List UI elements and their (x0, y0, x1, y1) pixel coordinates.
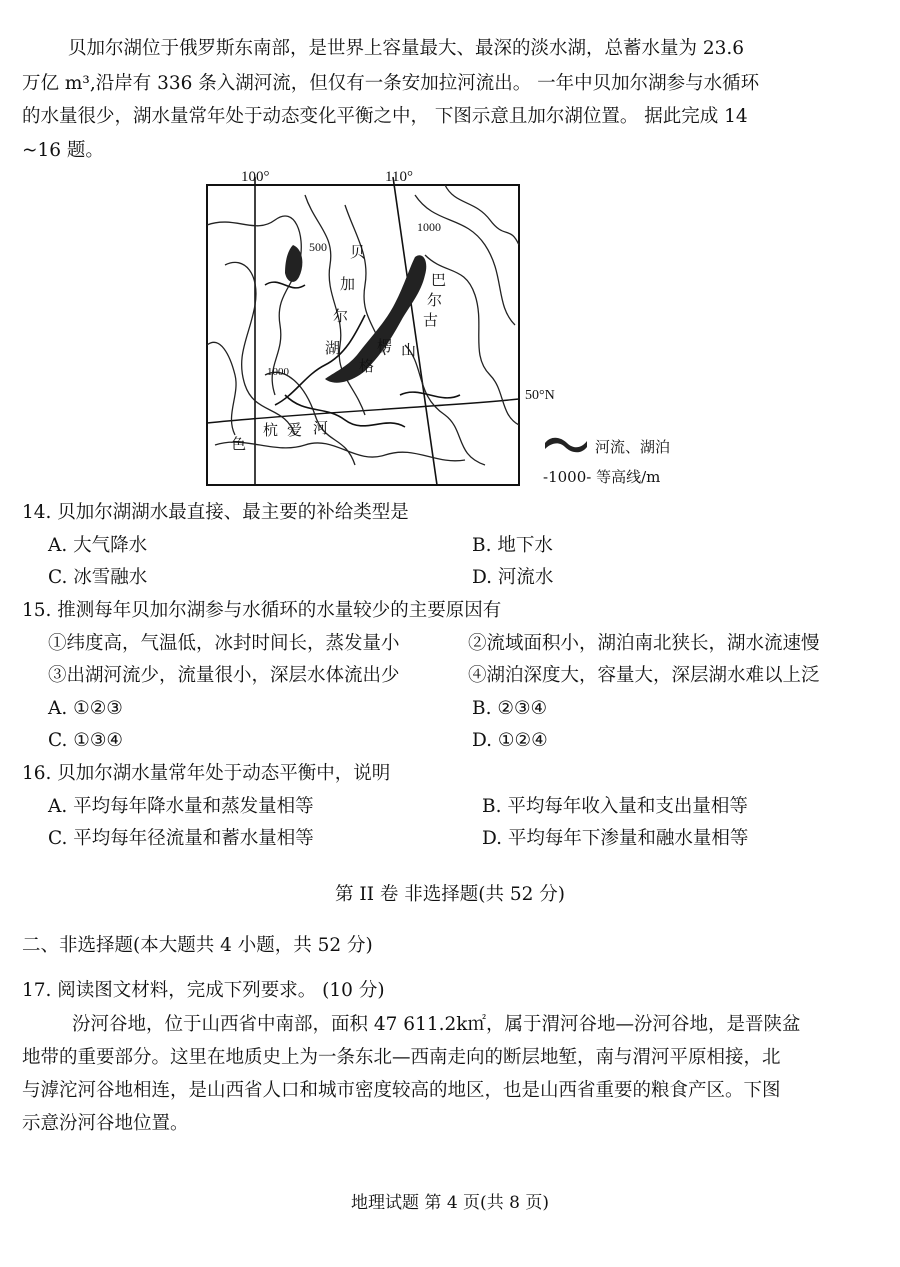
q14-option-c[interactable]: C. 冰雪融水 (48, 567, 148, 588)
q14-option-d[interactable]: D. 河流水 (472, 567, 554, 588)
map-char-3: 尔 (333, 307, 349, 325)
section-2-title: 第 II 卷 非选择题(共 52 分) (335, 884, 565, 905)
map-frame (207, 185, 519, 485)
legend-river-symbol (543, 433, 589, 455)
part-2-heading: 二、非选择题(本大题共 4 小题，共 52 分) (22, 935, 373, 956)
q16-stem: 16. 贝加尔湖水量常年处于动态平衡中，说明 (22, 763, 391, 784)
map-char-2: 加 (340, 275, 356, 293)
map-char-6: 尔 (427, 291, 443, 309)
intro-line-2: 万亿 m³,沿岸有 336 条入湖河流，但仅有一条安加拉河流出。 一年中贝加尔湖参与水循环 (22, 73, 760, 94)
contour-lines (207, 185, 519, 465)
q16-option-b[interactable]: B. 平均每年收入量和支出量相等 (482, 796, 748, 817)
q15-stem: 15. 推测每年贝加尔湖参与水循环的水量较少的主要原因有 (22, 600, 502, 621)
q16-option-c[interactable]: C. 平均每年径流量和蓄水量相等 (48, 828, 314, 849)
intro-line-4: ~16 题。 (22, 140, 104, 161)
map-legend (543, 433, 703, 493)
map-char-12: 色 (231, 435, 247, 453)
q16-option-d[interactable]: D. 平均每年下渗量和融水量相等 (482, 828, 749, 849)
q15-statement-1: ①纬度高，气温低，冰封时间长，蒸发量小 (48, 633, 400, 654)
map-char-5: 巴 (431, 271, 447, 289)
contour-1000-label: 1000 (417, 220, 441, 234)
contour-500-label: 500 (309, 240, 327, 254)
baikal-map-figure (205, 165, 685, 495)
map-char-7: 古 (423, 311, 439, 329)
q15-statement-2: ②流域面积小，湖泊南北狭长，湖水流速慢 (468, 633, 820, 654)
map-char-4: 湖 (325, 339, 341, 357)
map-char-11: 爱 (287, 421, 303, 439)
q15-option-c[interactable]: C. ①③④ (48, 730, 124, 751)
intro-line-1: 贝加尔湖位于俄罗斯东南部，是世界上容量最大、最深的淡水湖，总蓄水量为 23.6 (68, 38, 745, 59)
map-char-1: 贝 (350, 243, 366, 261)
lat-50n-label: 50°N (525, 388, 555, 403)
q17-stem: 17. 阅读图文材料，完成下列要求。 (10 分) (22, 980, 385, 1001)
map-char-8: 山 (401, 341, 417, 359)
lon-110-label: 110° (385, 169, 413, 185)
map-char-9: 河 (313, 419, 329, 437)
map-char-14: 格 (359, 357, 375, 375)
q15-statement-4: ④湖泊深度大，容量大，深层湖水难以上泛 (468, 665, 820, 686)
q15-option-a[interactable]: A. ①②③ (48, 698, 123, 719)
q16-option-a[interactable]: A. 平均每年降水量和蒸发量相等 (48, 796, 314, 817)
q14-stem: 14. 贝加尔湖湖水最直接、最主要的补给类型是 (22, 502, 409, 523)
q14-option-b[interactable]: B. 地下水 (472, 535, 553, 556)
q17-para-line-4: 示意汾河谷地位置。 (22, 1113, 189, 1134)
q14-option-a[interactable]: A. 大气降水 (48, 535, 148, 556)
legend-contour-label: -1000- 等高线/m (543, 468, 661, 486)
q17-para-line-2: 地带的重要部分。这里在地质史上为一条东北—西南走向的断层地堑，南与渭河平原相接，北 (22, 1047, 781, 1068)
q15-option-d[interactable]: D. ①②④ (472, 730, 548, 751)
lon-100-label: 100° (241, 169, 270, 185)
q15-option-b[interactable]: B. ②③④ (472, 698, 548, 719)
map-char-13: 楞 (377, 337, 393, 355)
q15-statement-3: ③出湖河流少，流量很小，深层水体流出少 (48, 665, 400, 686)
map-char-10: 杭 (263, 421, 279, 439)
legend-river-label: 河流、湖泊 (595, 438, 671, 456)
lake-khovsgol (285, 245, 302, 282)
contour-1000b-label: 1000 (267, 366, 289, 378)
intro-line-3: 的水量很少，湖水量常年处于动态变化平衡之中， 下图示意且加尔湖位置。 据此完成 14 (22, 106, 748, 127)
q17-para-line-1: 汾河谷地，位于山西省中南部，面积 47 611.2k㎡，属于渭河谷地—汾河谷地，是晋陕盆 (72, 1014, 801, 1035)
q17-para-line-3: 与滹沱河谷地相连，是山西省人口和城市密度较高的地区，也是山西省重要的粮食产区。下图 (22, 1080, 781, 1101)
page-footer: 地理试题 第 4 页(共 8 页) (351, 1193, 549, 1213)
